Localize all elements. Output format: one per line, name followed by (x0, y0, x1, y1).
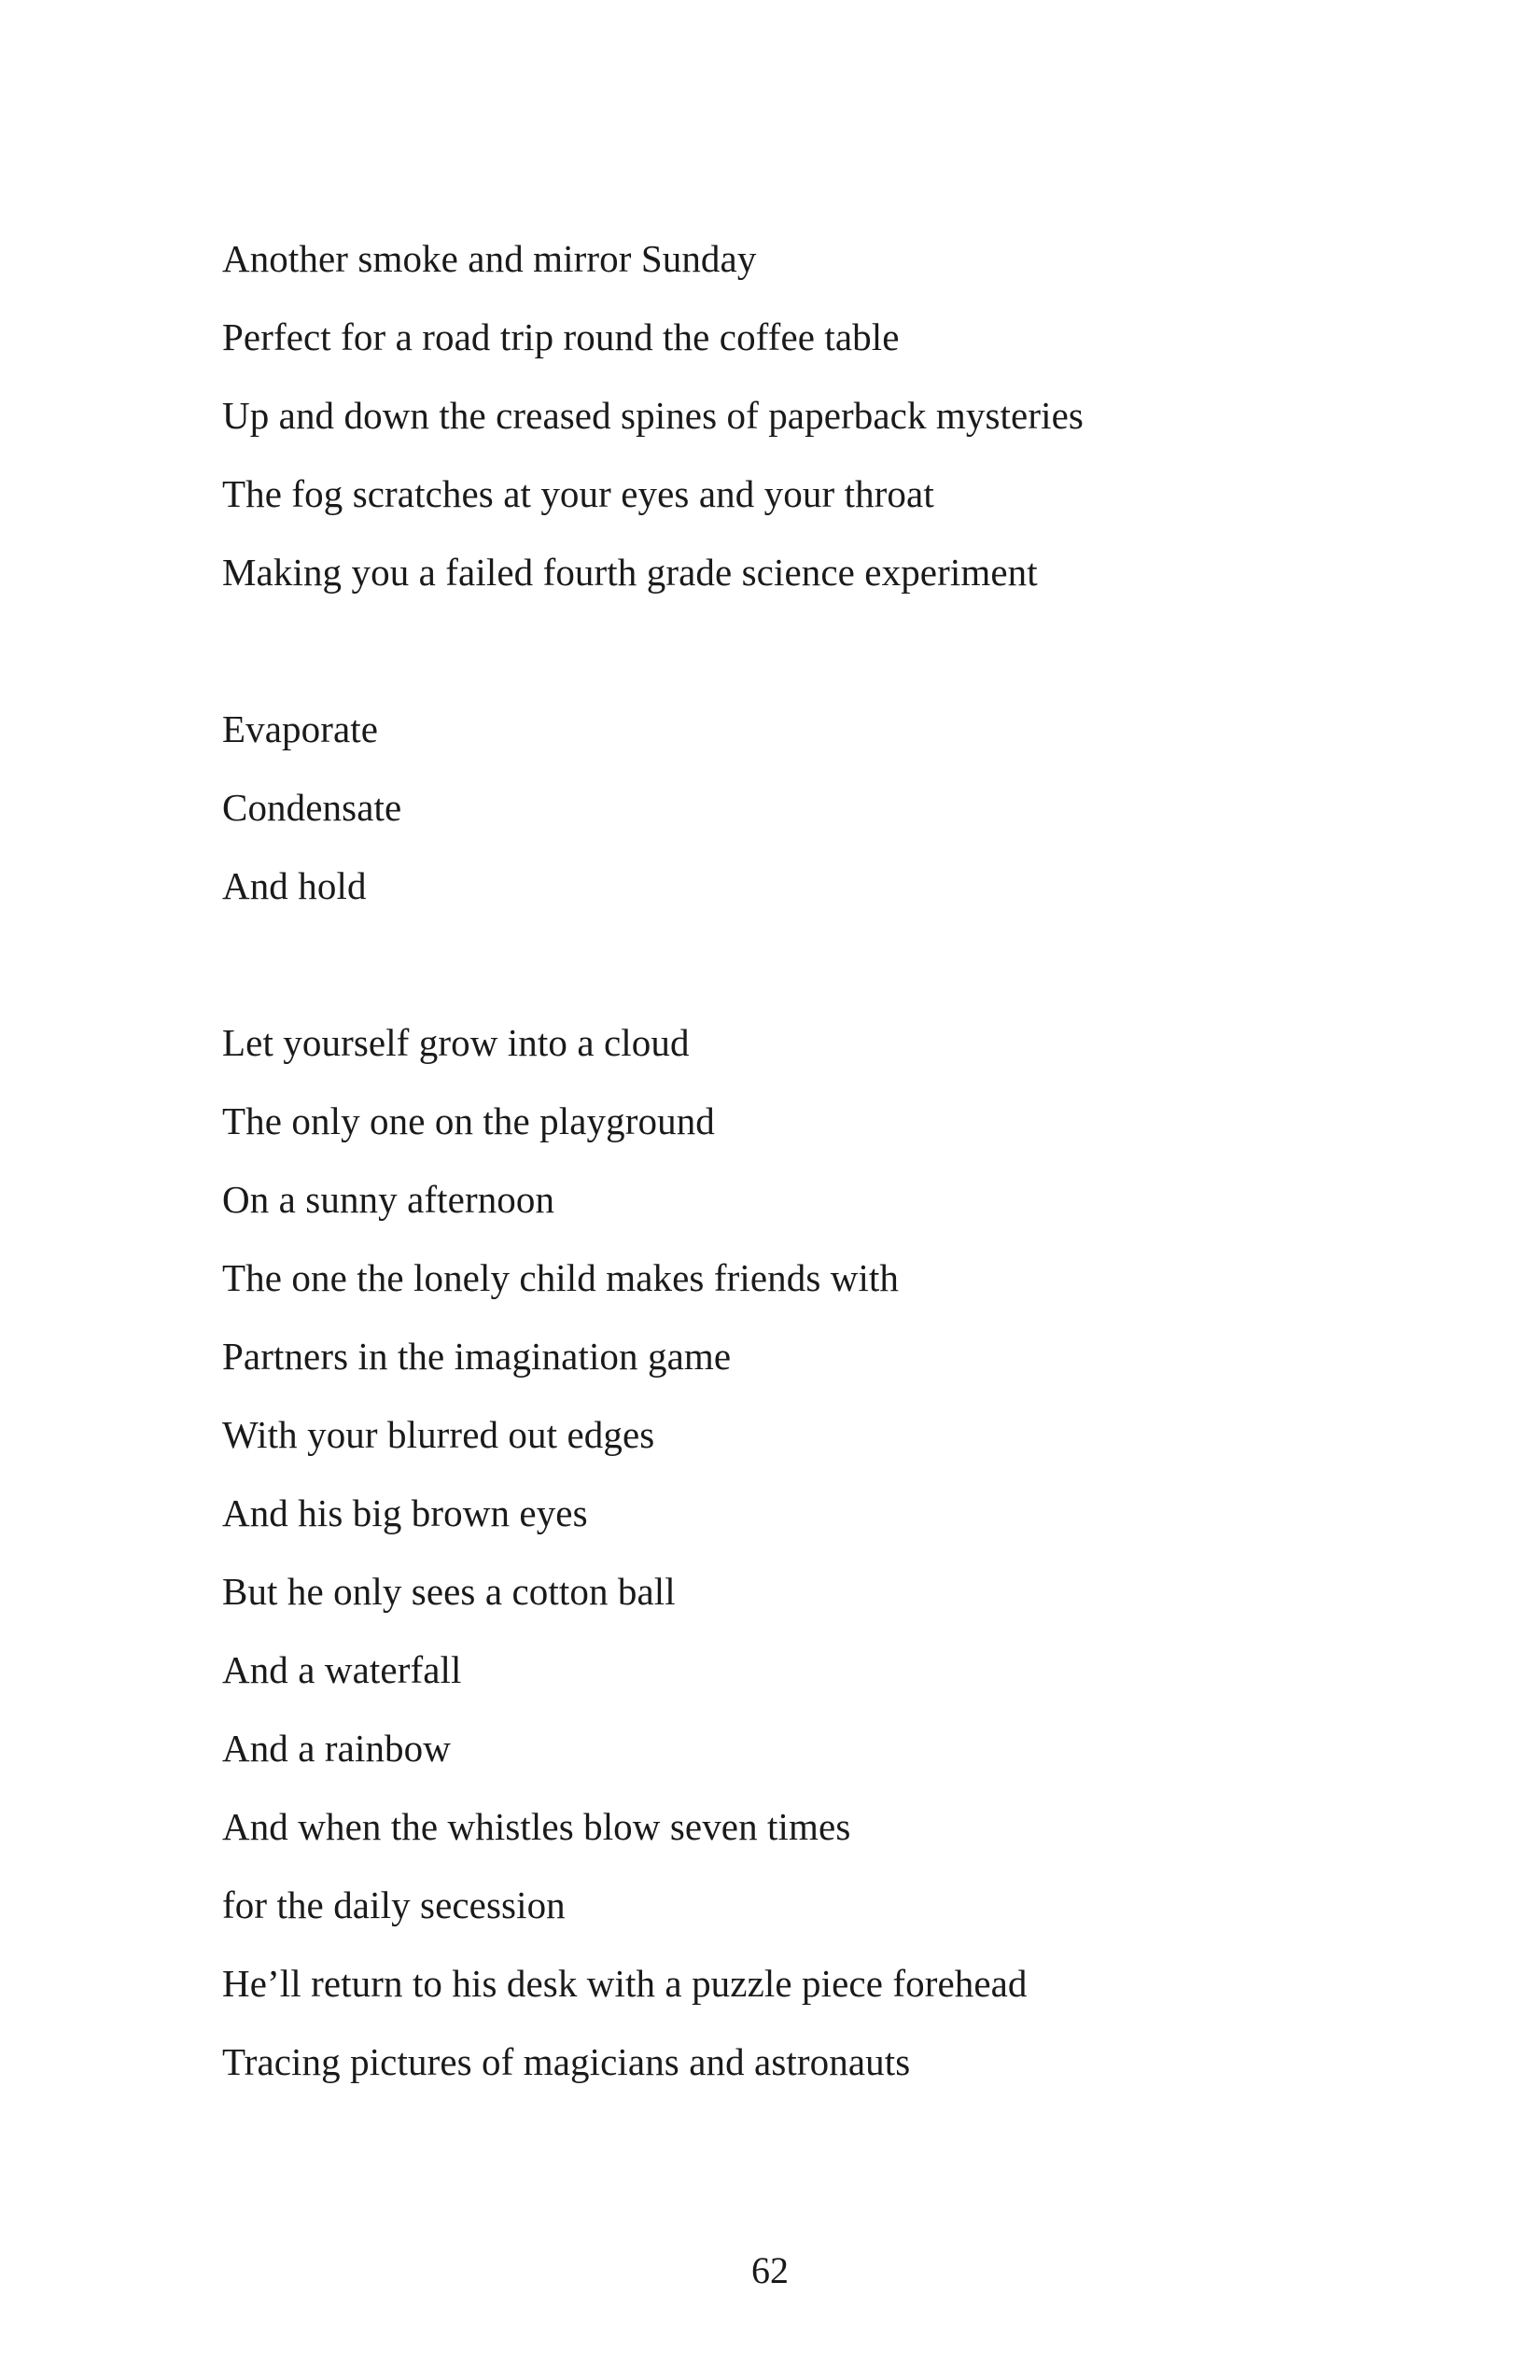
poem-line: Let yourself grow into a cloud (222, 1021, 690, 1064)
poem-line: Up and down the creased spines of paperback mysteries (222, 394, 1084, 437)
poem-line: Another smoke and mirror Sunday (222, 237, 757, 280)
poem-line: Making you a failed fourth grade science experiment (222, 551, 1038, 594)
poem-line: He’ll return to his desk with a puzzle piece forehead (222, 1962, 1028, 2005)
poem-line: And a rainbow (222, 1727, 451, 1770)
poem-line: With your blurred out edges (222, 1413, 655, 1456)
poem-line: The fog scratches at your eyes and your throat (222, 472, 934, 515)
stanza-3 (222, 1003, 1342, 2101)
poem-line: On a sunny afternoon (222, 1178, 555, 1221)
poem-line: Evaporate (222, 707, 379, 750)
stanza-1 (222, 219, 1342, 611)
poem-line: for the daily secession (222, 1883, 566, 1926)
poem-line: And hold (222, 864, 367, 907)
page-number: 62 (751, 2249, 789, 2291)
poem-line: And his big brown eyes (222, 1491, 588, 1534)
poem-line: The one the lonely child makes friends with (222, 1256, 900, 1299)
poem-line: The only one on the playground (222, 1099, 715, 1142)
poem-line: Tracing pictures of magicians and astronauts (222, 2040, 911, 2083)
poem-line: But he only sees a cotton ball (222, 1570, 676, 1613)
poem-line: And a waterfall (222, 1648, 462, 1691)
poem-body (222, 219, 1342, 2101)
stanza-2 (222, 690, 1342, 925)
poem-line: And when the whistles blow seven times (222, 1805, 851, 1848)
poem-line: Partners in the imagination game (222, 1335, 732, 1378)
poem-line: Perfect for a road trip round the coffee table (222, 315, 900, 358)
poem-line: Condensate (222, 786, 402, 829)
